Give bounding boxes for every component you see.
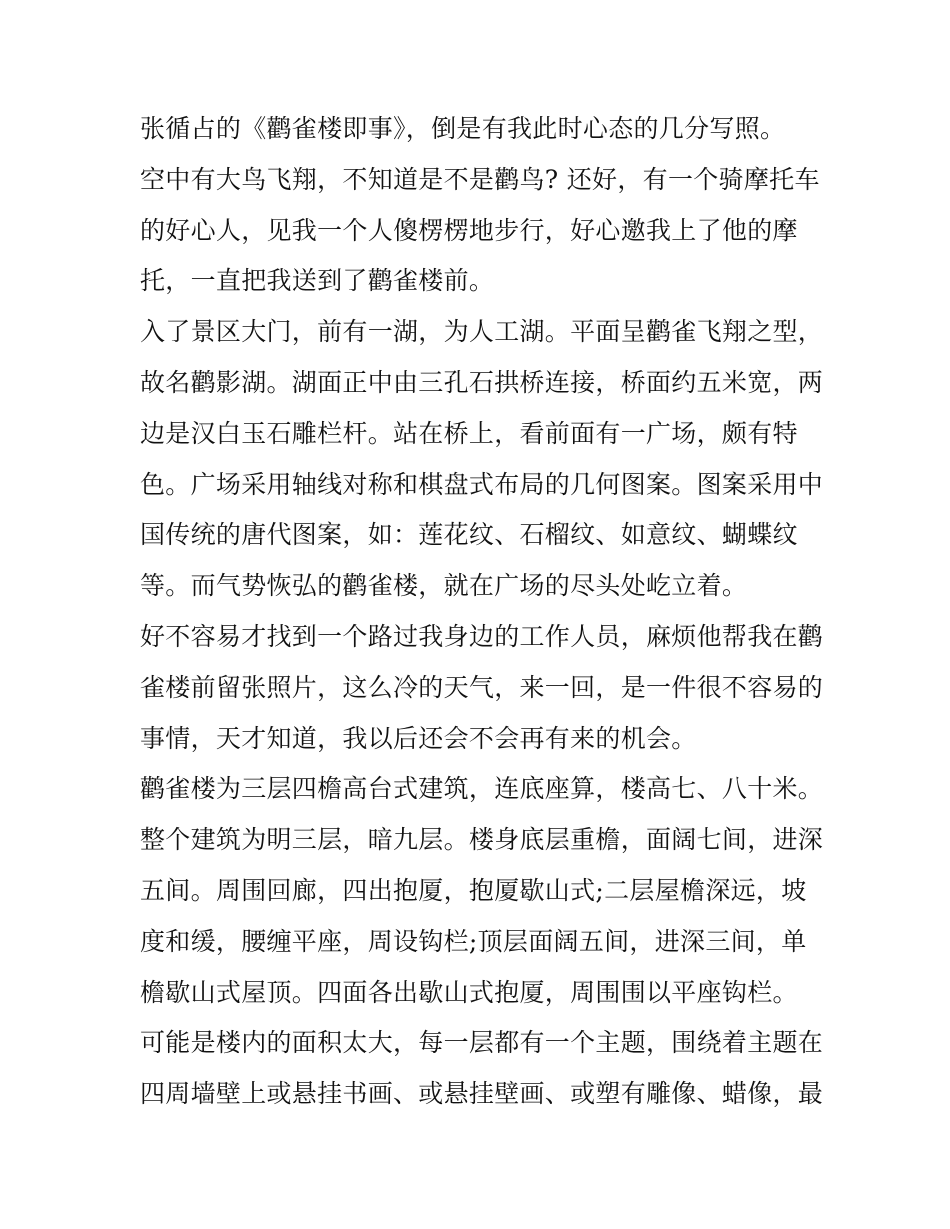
- text-line: 故名鹳影湖。湖面正中由三孔石拱桥连接，桥面约五米宽，两: [140, 367, 824, 397]
- text-line: 空中有大鸟飞翔，不知道是不是鹳鸟? 还好，有一个骑摩托车: [140, 164, 820, 194]
- text-line: 度和缓，腰缠平座，周设钩栏;顶层面阔五间，进深三间，单: [140, 926, 807, 956]
- text-line: 的好心人，见我一个人傻楞楞地步行，好心邀我上了他的摩: [140, 215, 798, 245]
- text-line: 整个建筑为明三层，暗九层。楼身底层重檐，面阔七间，进深: [140, 825, 824, 855]
- text-line: 等。而气势恢弘的鹳雀楼，就在广场的尽头处屹立着。: [140, 571, 748, 601]
- text-line: 边是汉白玉石雕栏杆。站在桥上，看前面有一广场，颇有特: [140, 418, 798, 448]
- text-line: 雀楼前留张照片，这么冷的天气，来一回，是一件很不容易的: [140, 672, 824, 702]
- text-line: 鹳雀楼为三层四檐高台式建筑，连底座算，楼高七、八十米。: [140, 774, 824, 804]
- text-line: 檐歇山式屋顶。四面各出歇山式抱厦，周围围以平座钩栏。: [140, 977, 798, 1007]
- text-line: 张循占的《鹳雀楼即事》，倒是有我此时心态的几分写照。: [140, 114, 786, 143]
- text-line: 五间。周围回廊，四出抱厦，抱厦歇山式;二层屋檐深远，坡: [140, 875, 807, 905]
- text-line: 色。广场采用轴线对称和棋盘式布局的几何图案。图案采用中: [140, 469, 824, 499]
- text-line: 好不容易才找到一个路过我身边的工作人员，麻烦他帮我在鹳: [140, 621, 824, 651]
- text-line: 四周墙壁上或悬挂书画、或悬挂壁画、或塑有雕像、蜡像，最: [140, 1079, 824, 1109]
- text-line: 可能是楼内的面积太大，每一层都有一个主题，围绕着主题在: [140, 1028, 824, 1058]
- text-line: 事情，天才知道，我以后还会不会再有来的机会。: [140, 723, 697, 753]
- document-body: [140, 104, 824, 1120]
- text-line: 入了景区大门，前有一湖，为人工湖。平面呈鹳雀飞翔之型，: [140, 317, 824, 347]
- text-line: 托，一直把我送到了鹳雀楼前。: [140, 266, 495, 296]
- text-line: 国传统的唐代图案，如：莲花纹、石榴纹、如意纹、蝴蝶纹: [140, 520, 798, 550]
